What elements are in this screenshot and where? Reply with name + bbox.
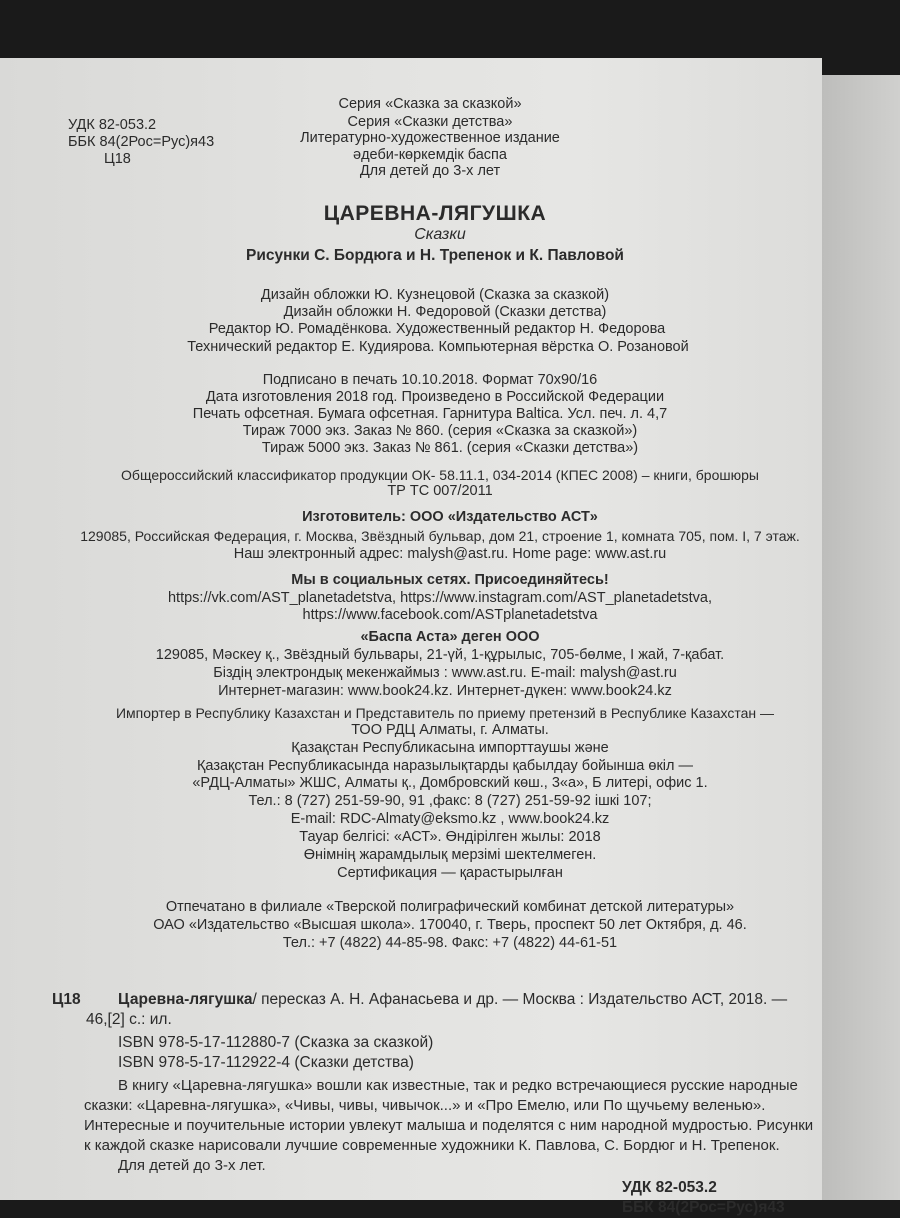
importer-line-4: Қазақстан Республикасында наразылықтарды қабылдау бойынша өкіл — (196, 758, 694, 774)
udk-code-top: УДК 82-053.2 (68, 117, 157, 133)
series-line-1: Серия «Сказка за сказкой» (338, 96, 522, 112)
importer-line-3: Қазақстан Республикасына импорттаушы және (291, 740, 609, 756)
printer-phone: Тел.: +7 (4822) 44-85-98. Факс: +7 (4822) 44-61-51 (282, 935, 618, 951)
book-imprint-page (0, 58, 822, 1216)
book-subtitle: Сказки (414, 226, 466, 243)
credit-line-3: Редактор Ю. Ромадёнкова. Художественный редактор Н. Федорова (208, 321, 666, 337)
catalog-code: Ц18 (52, 991, 81, 1008)
importer-line-1: Импортер в Республику Казахстан и Представитель по приему претензий в Республике Казахстан — (115, 705, 775, 721)
annotation-line-1: В книгу «Царевна-лягушка» вошли как известные, так и редко встречающиеся русские народные (118, 1077, 798, 1094)
trademark-line: Тауар белгісі: «АСТ». Өндірілген жылы: 2018 (299, 829, 601, 845)
certification-line: Сертификация — қарастырылған (337, 865, 563, 881)
shelf-life-line: Өнімнің жарамдылық мерзімі шектелмеген. (303, 847, 597, 863)
manufacturer-email: Наш электронный адрес: malysh@ast.ru. Home page: www.ast.ru (233, 546, 667, 562)
manufacturer-heading: Изготовитель: ООО «Издательство АСТ» (302, 509, 598, 525)
udk-code-bottom: УДК 82-053.2 (622, 1179, 717, 1196)
edition-type-kz: әдеби-көркемдік баспа (353, 147, 507, 163)
importer-email: E-mail: RDC-Almaty@eksmo.kz , www.book24.kz (290, 811, 610, 827)
isbn-1: ISBN 978-5-17-112880-7 (Сказка за сказкой) (118, 1034, 434, 1051)
illustrators: Рисунки С. Бордюга и Н. Трепенок и К. Павловой (246, 247, 624, 264)
author-mark-top: Ц18 (104, 151, 131, 167)
social-heading: Мы в социальных сетях. Присоединяйтесь! (291, 572, 609, 588)
isbn-2: ISBN 978-5-17-112922-4 (Сказки детства) (118, 1054, 414, 1071)
importer-line-2: ТОО РДЦ Алматы, г. Алматы. (351, 722, 549, 738)
importer-phone: Тел.: 8 (727) 251-59-90, 91 ,факс: 8 (727) 251-59-92 ішкі 107; (248, 793, 652, 809)
kz-publisher-heading: «Баспа Аста» деген ООО (360, 629, 540, 645)
tech-regulation: ТР ТС 007/2011 (387, 483, 493, 499)
catalog-entry (118, 990, 787, 1010)
print-info-4: Тираж 7000 экз. Заказ № 860. (серия «Сказка за сказкой») (242, 423, 638, 439)
kz-publisher-line-2: Біздің электрондық мекенжаймыз : www.ast.ru. E-mail: malysh@ast.ru (213, 665, 677, 681)
book-title: ЦАРЕВНА-ЛЯГУШКА (323, 202, 547, 225)
print-info-5: Тираж 5000 экз. Заказ № 861. (серия «Сказки детства») (261, 440, 639, 456)
credit-line-2: Дизайн обложки Н. Федоровой (Сказки детства) (283, 304, 607, 320)
manufacturer-address: 129085, Российская Федерация, г. Москва, Звёздный бульвар, дом 21, строение 1, комната 705, пом. I, 7 этаж. (80, 528, 800, 544)
social-links-1: https://vk.com/AST_planetadetstva, https://www.instagram.com/AST_planetadetstva, (167, 590, 712, 606)
edition-type: Литературно-художественное издание (300, 130, 560, 146)
bbk-code-top: ББК 84(2Рос=Рус)я43 (68, 134, 215, 150)
age-rating-top: Для детей до 3-х лет (359, 163, 501, 179)
print-info-3: Печать офсетная. Бумага офсетная. Гарнитура Baltica. Усл. печ. л. 4,7 (192, 406, 668, 422)
catalog-title: Царевна-лягушка (118, 991, 253, 1008)
importer-line-5: «РДЦ-Алматы» ЖШС, Алматы қ., Домбровский көш., 3«а», Б литері, офис 1. (192, 775, 708, 791)
printer-line-1: Отпечатано в филиале «Тверской полиграфический комбинат детской литературы» (165, 899, 735, 915)
kz-publisher-line-3: Интернет-магазин: www.book24.kz. Интернет-дүкен: www.book24.kz (218, 683, 672, 699)
next-page-edge (822, 75, 900, 1200)
social-links-2: https://www.facebook.com/ASTplanetadetstva (302, 607, 598, 623)
kz-publisher-line-1: 129085, Мәскеу қ., Звёздный бульвары, 21-үй, 1-құрылыс, 705-бөлме, I жай, 7-қабат. (155, 647, 725, 663)
annotation-line-5: Для детей до 3-х лет. (118, 1157, 266, 1174)
catalog-pages: 46,[2] с.: ил. (86, 1011, 172, 1028)
classifier-line: Общероссийский классификатор продукции ОК- 58.11.1, 034-2014 (КПЕС 2008) – книги, брошюры (121, 467, 759, 483)
credit-line-1: Дизайн обложки Ю. Кузнецовой (Сказка за сказкой) (260, 287, 610, 303)
annotation-line-3: Интересные и поучительные истории увлекут малыша и поделятся с ним народной мудростью. Рисунки (84, 1117, 814, 1134)
printer-line-2: ОАО «Издательство «Высшая школа». 170040, г. Тверь, проспект 50 лет Октября, д. 46. (153, 917, 747, 933)
print-info-1: Подписано в печать 10.10.2018. Формат 70x90/16 (262, 372, 598, 388)
catalog-responsibility: / пересказ А. Н. Афанасьева и др. — Москва : Издательство АСТ, 2018. — (252, 991, 788, 1008)
bbk-code-bottom: ББК 84(2Рос=Рус)я43 (622, 1199, 785, 1216)
print-info-2: Дата изготовления 2018 год. Произведено в Российской Федерации (205, 389, 665, 405)
annotation-line-4: к каждой сказке нарисовали лучшие современные художники К. Павлова, С. Бордюг и Н. Трепенок. (84, 1137, 780, 1154)
series-line-2: Серия «Сказки детства» (347, 114, 513, 130)
credit-line-4: Технический редактор Е. Кудиярова. Компьютерная вёрстка О. Розановой (187, 339, 689, 355)
annotation-line-2: сказки: «Царевна-лягушка», «Чивы, чивы, чивычок...» и «Про Емелю, или По щучьему веленью». (84, 1097, 766, 1114)
